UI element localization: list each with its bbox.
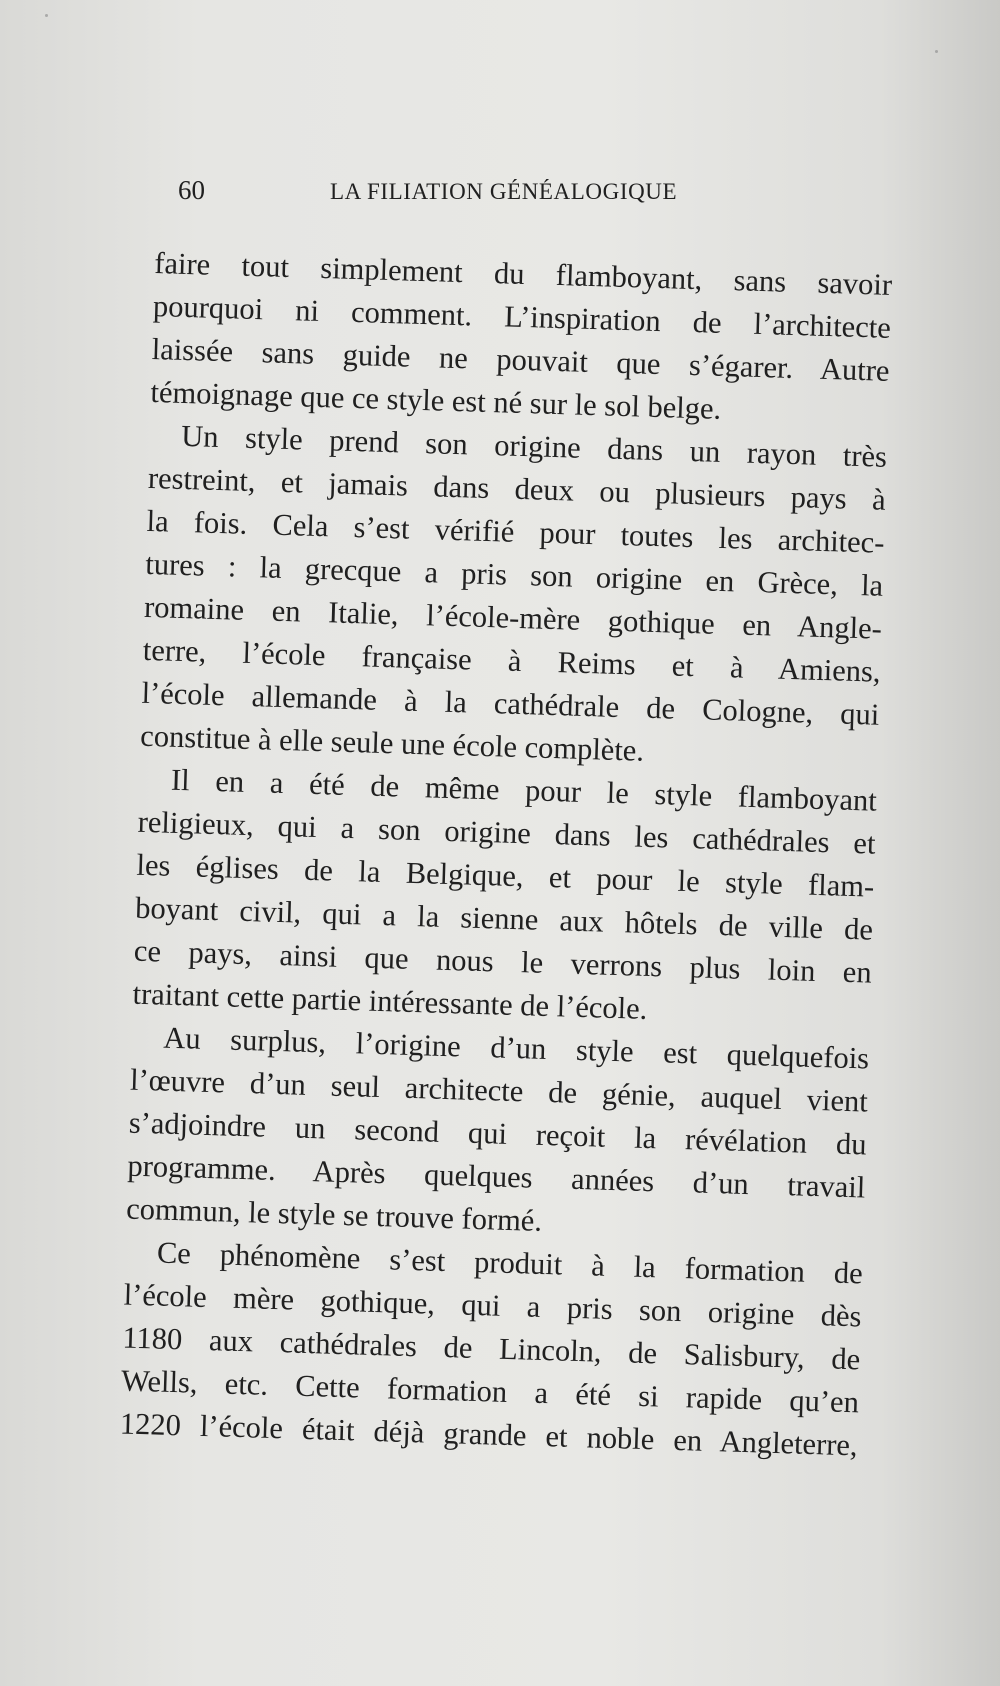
text-line: religieux, qui a son origine dans les cathédrales et <box>137 804 876 861</box>
text-line: 1220 l’école était déjà grande et noble en Angleterre, <box>119 1406 859 1463</box>
text-line: constitue à elle seule une école complète. <box>139 718 645 768</box>
text-line: Il en a été de même pour le style flamboyant <box>170 762 878 818</box>
text-line: les églises de la Belgique, et pour le style flam- <box>136 847 875 904</box>
text-line: terre, l’école française à Reims et à Amiens, <box>142 632 882 689</box>
text-line: s’adjoindre un second qui reçoit la révélation du <box>128 1105 868 1162</box>
paragraph-2 <box>140 414 888 780</box>
text-line: l’œuvre d’un seul architecte de génie, auquel vient <box>129 1062 869 1119</box>
paragraph-4 <box>126 1016 870 1253</box>
body-text <box>119 242 892 1467</box>
paragraph-3 <box>132 758 877 1038</box>
running-header <box>178 172 828 212</box>
text-line: laissée sans guide ne pouvait que s’égarer. Autre <box>151 331 891 388</box>
text-line: 1180 aux cathédrales de Lincoln, de Salisbury, de <box>121 1320 861 1377</box>
text-line: restreint, et jamais dans deux ou plusieurs pays à <box>147 460 887 517</box>
text-line: l’école allemande à la cathédrale de Cologne, qui <box>141 675 880 732</box>
text-line: programme. Après quelques années d’un travail <box>127 1148 866 1205</box>
text-line: l’école mère gothique, qui a pris son origine dès <box>123 1277 862 1334</box>
page-number: 60 <box>178 175 205 205</box>
paper-speck <box>45 14 48 17</box>
text-line: tures : la grecque a pris son origine en Grèce, la <box>144 546 884 603</box>
text-line: Ce phénomène s’est produit à la formation de <box>156 1235 864 1291</box>
running-title: LA FILIATION GÉNÉALOGIQUE <box>330 179 678 204</box>
text-line: ce pays, ainsi que nous le verrons plus loin en <box>133 933 873 990</box>
text-line: romaine en Italie, l’école-mère gothique en Angle- <box>143 589 883 646</box>
text-line: témoignage que ce style est né sur le sol belge. <box>150 374 722 426</box>
paper-speck <box>935 50 938 53</box>
text-line: commun, le style se trouve formé. <box>125 1191 543 1238</box>
text-line: Un style prend son origine dans un rayon très <box>180 418 888 474</box>
text-line: traitant cette partie intéressante de l’école. <box>132 976 648 1026</box>
text-line: boyant civil, qui a la sienne aux hôtels de ville de <box>134 890 874 947</box>
text-line: faire tout simplement du flamboyant, sans savoir <box>153 245 893 302</box>
paragraph-1 <box>150 242 893 436</box>
text-line: Wells, etc. Cette formation a été si rapide qu’en <box>120 1363 860 1420</box>
text-line: Au surplus, l’origine d’un style est quelquefois <box>162 1020 870 1076</box>
text-line: la fois. Cela s’est vérifié pour toutes les architec- <box>146 503 885 560</box>
text-line: pourquoi ni comment. L’inspiration de l’architecte <box>152 288 892 345</box>
paragraph-5 <box>119 1231 863 1468</box>
